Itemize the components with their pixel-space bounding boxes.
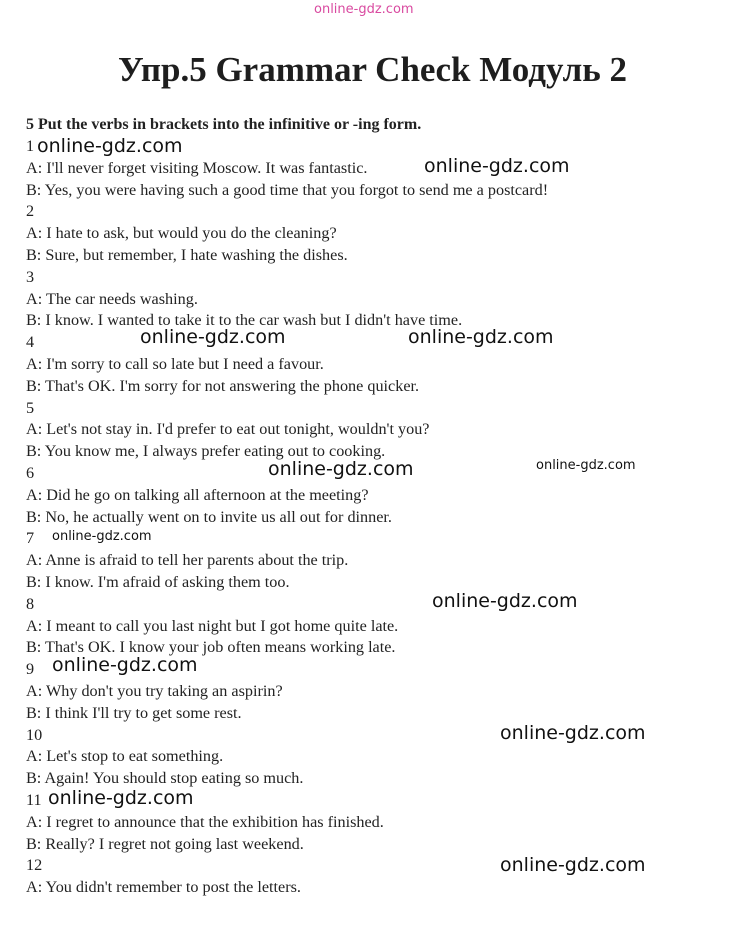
- dialogue-line-b: B: Sure, but remember, I hate washing the dishes.: [26, 245, 348, 264]
- item-number: 8: [26, 594, 35, 613]
- item-number: 10: [26, 725, 43, 744]
- dialogue-line-a: A: Why don't you try taking an aspirin?: [26, 681, 283, 700]
- dialogue-line-a: A: You didn't remember to post the letters.: [26, 878, 301, 897]
- dialogue-line-a: A: The car needs washing.: [26, 289, 198, 308]
- item-number: 6: [26, 463, 35, 482]
- item-number: 2: [26, 202, 35, 221]
- watermark: online-gdz.com: [424, 155, 570, 177]
- item-number: 4: [26, 333, 35, 352]
- dialogue-line-b: B: That's OK. I'm sorry for not answering the phone quicker.: [26, 376, 420, 395]
- dialogue-line-b: B: I know. I wanted to take it to the car wash but I didn't have time.: [26, 311, 463, 330]
- dialogue-line-b: B: Again! You should stop eating so much.: [26, 769, 304, 788]
- watermark: online-gdz.com: [432, 590, 578, 612]
- exercise-instruction: 5 Put the verbs in brackets into the infinitive or -ing form.: [26, 116, 422, 133]
- dialogue-line-a: A: I hate to ask, but would you do the cleaning?: [26, 224, 337, 243]
- dialogue-line-a: A: I meant to call you last night but I got home quite late.: [26, 616, 399, 635]
- item-number: 3: [26, 267, 35, 286]
- item-number: 1: [26, 137, 35, 155]
- dialogue-line-b: B: No, he actually went on to invite us all out for dinner.: [26, 507, 392, 526]
- dialogue-line-a: A: Anne is afraid to tell her parents about the trip.: [26, 551, 349, 570]
- dialogue-line-a: A: I'll never forget visiting Moscow. It was fantastic.: [26, 158, 368, 177]
- watermark: online-gdz.com: [52, 654, 198, 676]
- item-number: 5: [26, 398, 35, 417]
- dialogue-line-a: A: Did he go on talking all afternoon at the meeting?: [26, 485, 369, 504]
- dialogue-line-b: B: Yes, you were having such a good time that you forgot to send me a postcard!: [26, 180, 549, 199]
- watermark: online-gdz.com: [48, 787, 194, 809]
- watermark: online-gdz.com: [52, 529, 152, 544]
- dialogue-line-b: B: Really? I regret not going last weekend.: [26, 834, 304, 853]
- dialogue-line-b: B: That's OK. I know your job often means working late.: [26, 638, 396, 657]
- watermark: online-gdz.com: [37, 135, 183, 157]
- watermark: online-gdz.com: [140, 326, 286, 348]
- dialogue-line-a: A: Let's not stay in. I'd prefer to eat out tonight, wouldn't you?: [26, 420, 430, 439]
- item-number: 12: [26, 856, 43, 875]
- dialogue-line-a: A: Let's stop to eat something.: [26, 747, 224, 766]
- watermark: online-gdz.com: [536, 458, 636, 473]
- dialogue-line-b: B: I know. I'm afraid of asking them too.: [26, 572, 290, 591]
- site-watermark-top: online-gdz.com: [314, 2, 414, 17]
- watermark: online-gdz.com: [500, 854, 646, 876]
- watermark: online-gdz.com: [500, 722, 646, 744]
- dialogue-line-b: B: You know me, I always prefer eating out to cooking.: [26, 442, 386, 461]
- dialogue-line-b: B: I think I'll try to get some rest.: [26, 703, 242, 722]
- dialogue-line-a: A: I regret to announce that the exhibition has finished.: [26, 812, 384, 831]
- watermark: online-gdz.com: [268, 458, 414, 480]
- dialogue-line-a: A: I'm sorry to call so late but I need a favour.: [26, 354, 324, 373]
- page-title: Упр.5 Grammar Check Модуль 2: [118, 50, 627, 89]
- watermark: online-gdz.com: [408, 326, 554, 348]
- item-number: 11: [26, 790, 42, 809]
- exercise-list: [26, 136, 726, 899]
- item-number: 9: [26, 660, 35, 679]
- item-number: 7: [26, 529, 35, 548]
